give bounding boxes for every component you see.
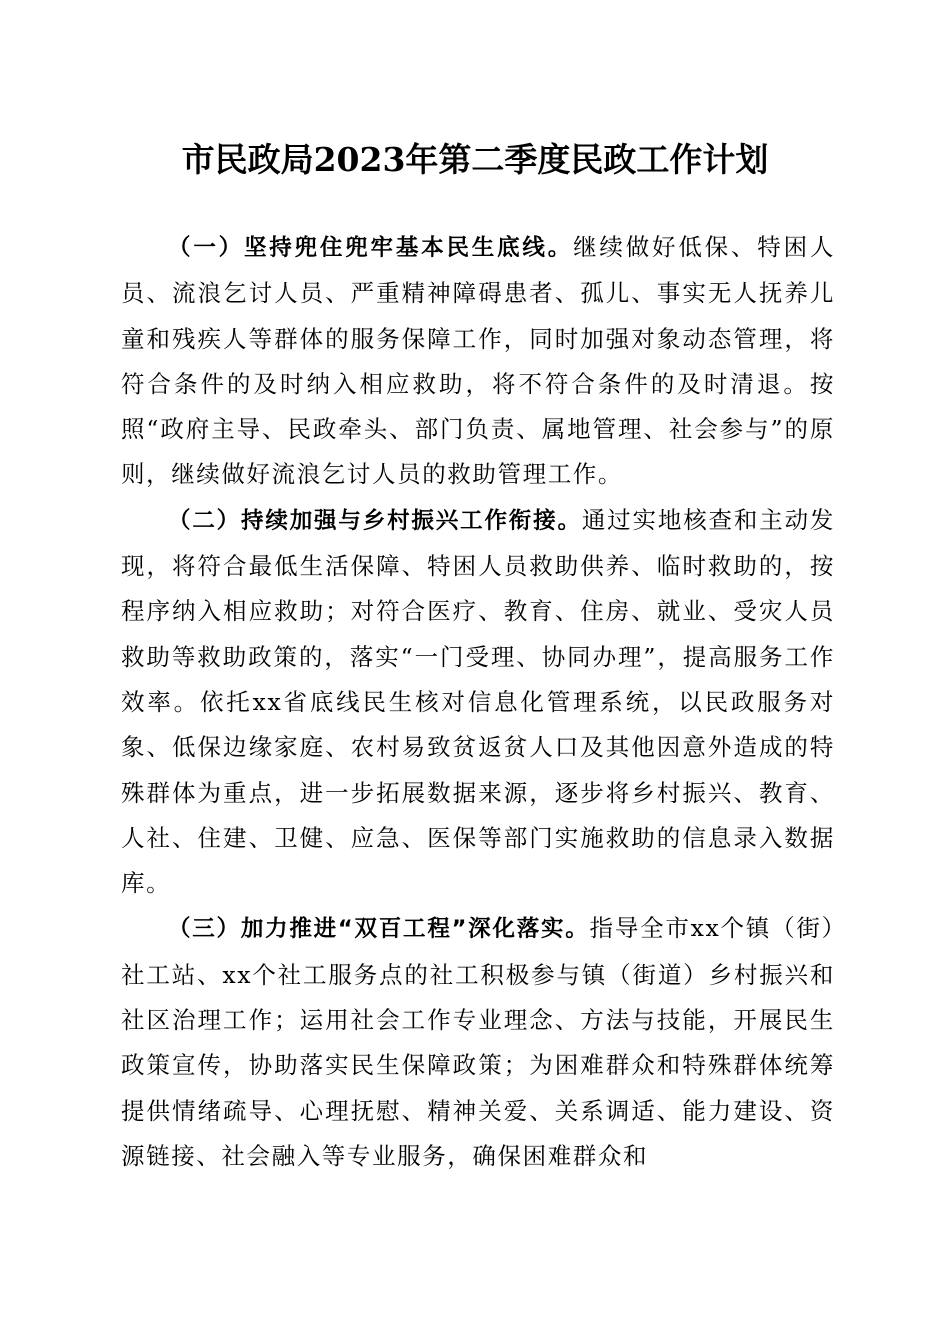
page-title: 市民政局2023年第二季度民政工作计划 bbox=[181, 140, 769, 179]
paragraph-3 bbox=[121, 906, 835, 1179]
paragraph-1-heading: （一）坚持兜住兜牢基本民生底线。 bbox=[168, 235, 574, 261]
paragraph-1-text: 继续做好低保、特困人员、流浪乞讨人员、严重精神障碍患者、孤儿、事实无人抚养儿童和残疾人等群体的服务保障工作，同时加强对象动态管理，将符合条件的及时纳入相应救助，将不符合条件的及时清退。按照“政府主导、民政牵头、部门负责、属地管理、社会参与”的原则，继续做好流浪乞讨人员的救助管理工作。 bbox=[121, 233, 836, 489]
paragraph-2-text: 通过实地核查和主动发现，将符合最低生活保障、特困人员救助供养、临时救助的，按程序纳入相应救助；对符合医疗、教育、住房、就业、受灾人员救助等救助政策的，落实“一门受理、协同办理”，提高服务工作效率。依托xx省底线民生核对信息化管理系统，以民政服务对象、低保边缘家庭、农村易致贫返贫人口及其他因意外造成的特殊群体为重点，进一步拓展数据来源，逐步将乡村振兴、教育、人社、住建、卫健、应急、医保等部门实施救助的信息录入数据库。 bbox=[121, 505, 836, 898]
paragraph-2 bbox=[121, 498, 835, 907]
paragraph-3-heading: （三）加力推进“双百工程”深化落实。 bbox=[168, 916, 590, 943]
document-body bbox=[121, 225, 835, 1179]
paragraph-1 bbox=[121, 225, 835, 498]
paragraph-2-heading: （二）持续加强与乡村振兴工作衔接。 bbox=[168, 507, 582, 534]
paragraph-3-text: 指导全市xx个镇（街）社工站、xx个社工服务点的社工积极参与镇（街道）乡村振兴和社区治理工作；运用社会工作专业理念、方法与技能，开展民生政策宣传，协助落实民生保障政策；为困难群众和特殊群体统筹提供情绪疏导、心理抚慰、精神关爱、关系调适、能力建设、资源链接、社会融入等专业服务，确保困难群众和 bbox=[121, 914, 835, 1170]
